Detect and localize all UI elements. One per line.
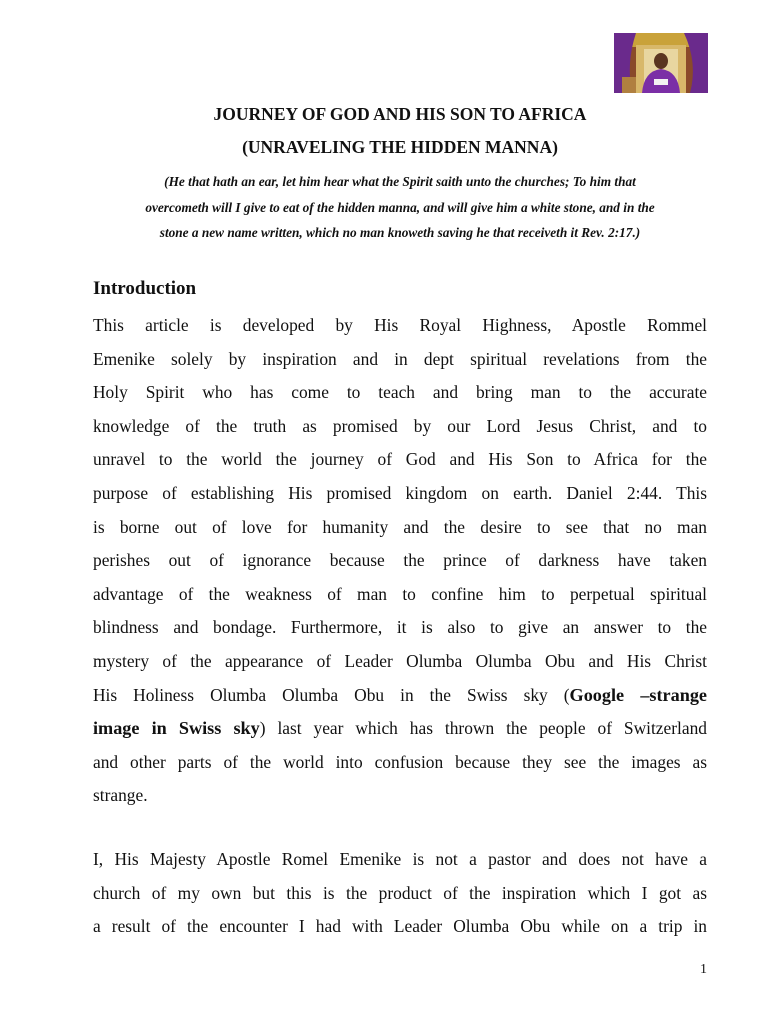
paragraph-line: church of my own but this is the product of the inspiration which I got as [93, 882, 707, 903]
paragraph-text: ) last year which has thrown the people of Switzerland [259, 718, 707, 739]
introduction-paragraph-2 [93, 843, 707, 944]
paragraph-line: Emenike solely by inspiration and in dept spiritual revelations from the [93, 348, 707, 369]
paragraph-text: His Holiness Olumba Olumba Obu in the Swiss sky ( [93, 684, 570, 705]
google-search-reference-cont: image in Swiss sky [93, 718, 260, 739]
epigraph-line: (He that hath an ear, let him hear what the Spirit saith unto the churches; To him that [164, 174, 636, 189]
paragraph-line: This article is developed by His Royal Highness, Apostle Rommel [93, 315, 707, 335]
paragraph-line: purpose of establishing His promised kingdom on earth. Daniel 2:44. This [93, 482, 707, 503]
paragraph-line: unravel to the world the journey of God and His Son to Africa for the [93, 449, 707, 470]
section-heading-introduction: Introduction [93, 278, 197, 299]
paragraph-line: perishes out of ignorance because the prince of darkness have taken [93, 550, 707, 571]
portrait-photo-icon [614, 33, 708, 93]
paragraph-line: strange. [93, 785, 148, 806]
paragraph-line: mystery of the appearance of Leader Olumba Olumba Obu and His Christ [93, 650, 707, 671]
header-portrait-photo [614, 33, 708, 93]
paragraph-line: Holy Spirit who has come to teach and bring man to the accurate [93, 382, 707, 403]
paragraph-line: I, His Majesty Apostle Romel Emenike is not a pastor and does not have a [93, 849, 707, 869]
google-search-reference: Google –strange [569, 684, 707, 705]
epigraph-line: stone a new name written, which no man knoweth saving he that receiveth it Rev. 2:17.) [159, 225, 641, 240]
page-number: 1 [700, 962, 707, 977]
paragraph-line [93, 712, 707, 746]
paragraph-line: is borne out of love for humanity and the desire to see that no man [93, 516, 707, 537]
paragraph-line: advantage of the weakness of man to confine him to perpetual spiritual [93, 583, 707, 604]
paragraph-line: and other parts of the world into confusion because they see the images as [93, 751, 707, 772]
document-title-line-2: (UNRAVELING THE HIDDEN MANNA) [242, 137, 558, 157]
document-title-line-1: JOURNEY OF GOD AND HIS SON TO AFRICA [213, 104, 587, 124]
introduction-paragraph-1 [93, 309, 707, 813]
epigraph [93, 169, 707, 246]
paragraph-line: knowledge of the truth as promised by our Lord Jesus Christ, and to [93, 415, 707, 436]
epigraph-line: overcometh will I give to eat of the hidden manna, and will give him a white stone, and in the [145, 199, 655, 215]
paragraph-line [93, 679, 707, 713]
paragraph-line: a result of the encounter I had with Leader Olumba Obu while on a trip in [93, 916, 707, 937]
paragraph-line: blindness and bondage. Furthermore, it is also to give an answer to the [93, 617, 707, 638]
